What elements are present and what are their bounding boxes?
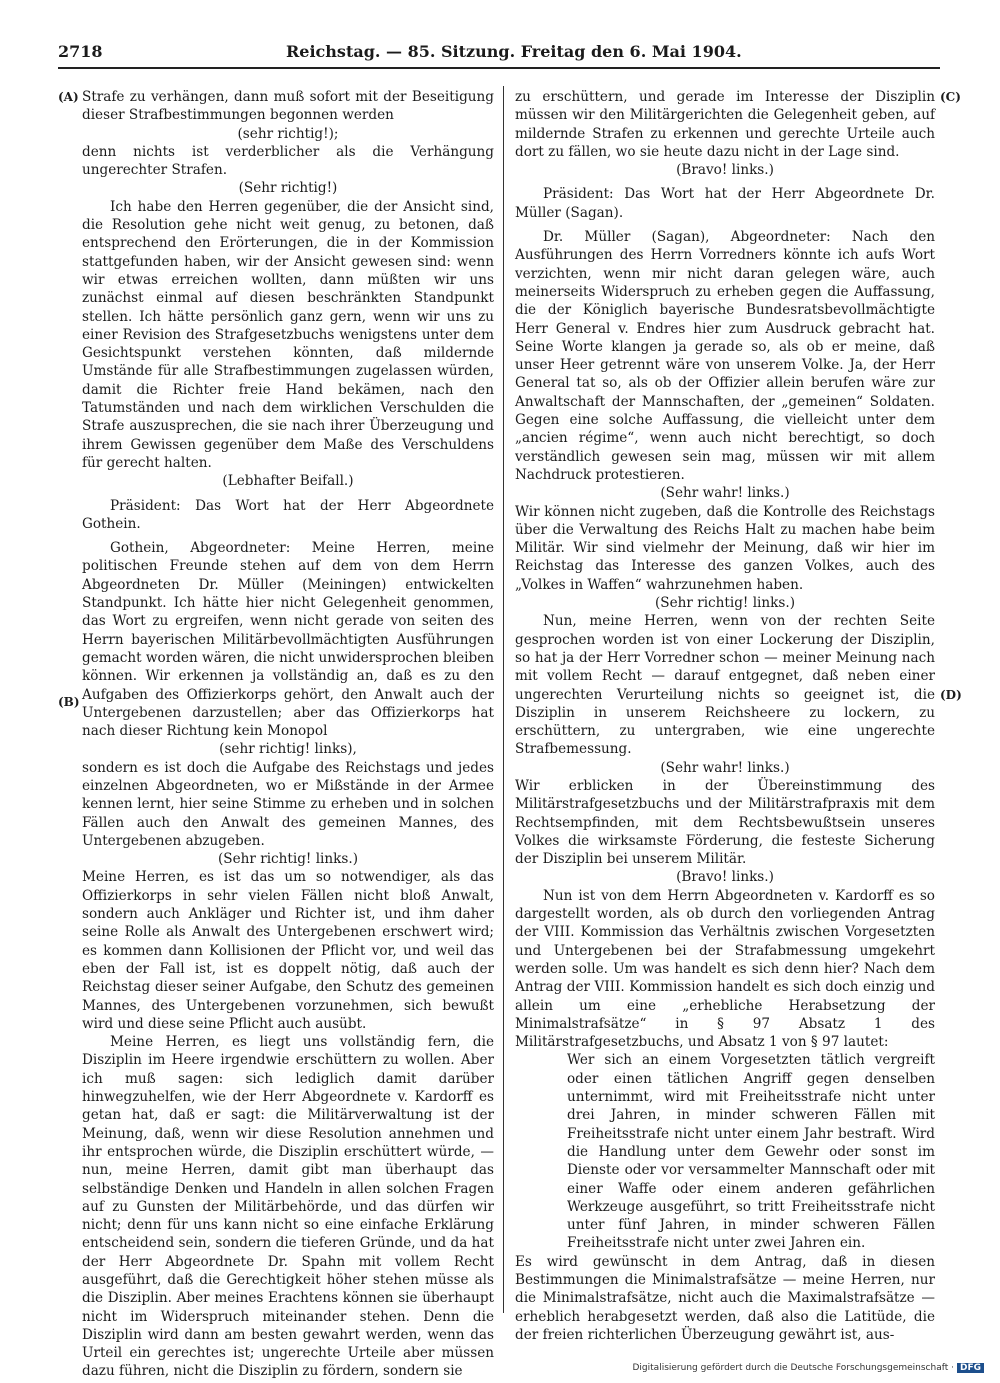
running-title: Reichstag. — 85. Sitzung. Freitag den 6. Mai 1904. <box>286 42 742 61</box>
paragraph: Gothein, Abgeordneter: Meine Herren, meine politischen Freunde stehen auf dem von dem Herrn Abgeordneten Dr. Müller (Meiningen) entwickelten Standpunkt. Ich hätte hier nicht Gelegenheit genommen, das Wort zu ergreifen, wenn nicht gerade von seiten des Herrn bayerischen Militärbevollmächtigten Ausführungen gemacht worden wären, die nicht unwidersprochen bleiben können. Wir erkennen ja vollständig an, daß es zu den Aufgaben des Offizierkorps gehört, den Anwalt auch der Untergebenen darzustellen; aber das Offizierkorps hat nach dieser Richtung kein Monopol <box>82 540 494 740</box>
interjection: (sehr richtig! links), <box>219 741 357 758</box>
dfg-logo: DFG <box>957 1363 984 1373</box>
interjection: (Lebhafter Beifall.) <box>222 473 354 490</box>
paragraph: Nun ist von dem Herrn Abgeordneten v. Kardorff es so dargestellt worden, als ob durch den vorliegenden Antrag der VIII. Kommission das Verhältnis zwischen Vorgesetzten und Untergebenen bei der Strafabmessung umgekehrt werden solle. Um was handelt es sich denn hier? Nach dem Antrag der VIII. Kommission handelt es sich doch einzig und allein um eine „erhebliche Herabsetzung der Minimalstrafsätze“ in § 97 Absatz 1 des Militärstrafgesetzbuchs, und Absatz 1 von § 97 lautet: <box>515 887 935 1051</box>
paragraph: Ich habe den Herren gegenüber, die der Ansicht sind, die Resolution gehe nicht weit genug, zu betonen, daß entsprechend den Erörterungen, die in der Kommission stattgefunden haben, wir der Ansicht gewesen sind: wenn wir etwas erreichen wollten, dann müßten wir uns zunächst einmal auf diesen beschränkten Standpunkt stellen. Ich hätte persönlich ganz gern, wenn wir uns zu einer Revision des Strafgesetzbuchs wenigstens unter dem Gesichtspunkt verstehen könnten, daß mildernde Umstände für alle Strafbestimmungen zugelassen würden, damit die Richter freie Hand bekämen, nach den Tatumständen und nach dem wirklichen Verschulden die Strafe auszusprechen, die sie nach ihrer Überzeugung und ihrem Gewissen gegenüber dem Maße des Verschuldens für gerecht halten. <box>82 198 494 471</box>
footer-text: Digitalisierung gefördert durch die Deutsche Forschungsgemeinschaft · <box>632 1363 954 1373</box>
right-column <box>515 88 935 1344</box>
margin-marker-d: (D) <box>940 688 962 702</box>
header-rule <box>58 67 940 69</box>
paragraph: Präsident: Das Wort hat der Herr Abgeordnete Dr. Müller (Sagan). <box>515 186 935 221</box>
paragraph: Dr. Müller (Sagan), Abgeordneter: Nach den Ausführungen des Herrn Vorredners könnte ich aufs Wort verzichten, wenn mir nicht daran gelegen wäre, auch meinerseits Widerspruch zu erheben gegen die Auffassung, die der Königlich bayerische Bundesratsbevollmächtigte Herr General v. Endres hier zum Ausdruck gebracht hat. Seine Worte klangen ja gerade so, als ob er meine, daß unser Heer getrennt wäre von unserem Volke. Ja, der Herr General tat so, als ob der Offizier allein berufen wäre zur Anwaltschaft der Mannschaften, der „gemeinen“ Soldaten. Gegen eine solche Auffassung, die vielleicht unter dem „ancien régime“, wenn auch nicht berechtigt, so doch verständlich gewesen sein mag, müssen wir mit allem Nachdruck protestieren. <box>515 229 935 483</box>
interjection: (sehr richtig!); <box>237 125 339 142</box>
interjection: (Sehr wahr! links.) <box>660 759 790 776</box>
margin-marker-a: (A) <box>58 90 79 104</box>
paragraph: Meine Herren, es liegt uns vollständig fern, die Disziplin im Heere irgendwie erschüttern zu wollen. Aber ich muß sagen: sich lediglich damit darüber hinwegzuhelfen, wie der Herr Abgeordnete v. Kardorff es getan hat, daß er sagt: die Militärverwaltung ist der Meinung, daß, wenn wir diese Resolution annehmen und ihr entsprochen würde, die Disziplin erschüttert würde, — nun, meine Herren, damit gibt man überhaupt das selbständige Denken und Handeln in allen solchen Fragen auf zu Gunsten der Militärbehörde, und das dürfen wir nicht; denn für uns kann nicht so eine einfache Erklärung entscheidend sein, sondern die tieferen Gründe, und da hat der Herr Abgeordnete Dr. Spahn mit vollem Recht ausgeführt, daß die Gerechtigkeit höher stehen müsse als die Disziplin. Aber meines Erachtens können sie überhaupt nicht im Widerspruch miteinander stehen. Denn die Disziplin wird dann am besten gewahrt werden, wenn das Urteil ein gerechtes ist; ungerechte Urteile aber müssen dazu führen, nicht die Disziplin zu fördern, sondern sie <box>82 1034 494 1380</box>
interjection: (Bravo! links.) <box>676 162 774 179</box>
footer-credit <box>633 1363 985 1373</box>
quoted-statute: Wer sich an einem Vorgesetzten tätlich vergreift oder einen tätlichen Angriff gegen denselben unternimmt, wird mit Freiheitsstrafe nicht unter drei Jahren, in minder schweren Fällen mit Freiheitsstrafe nicht unter einem Jahr bestraft. Wird die Handlung unter dem Gewehr oder sonst im Dienste oder vor versammelter Mannschaft oder mit einer Waffe oder einem anderen gefährlichen Werkzeuge ausgeführt, so tritt Freiheitsstrafe nicht unter fünf Jahren, in minder schweren Fällen Freiheitsstrafe nicht unter zwei Jahren ein. <box>567 1052 935 1252</box>
interjection: (Sehr wahr! links.) <box>660 485 790 502</box>
paragraph: Wir erblicken in der Übereinstimmung des Militärstrafgesetzbuchs und der Militärstrafpraxis mit dem Rechtsempfinden, mit dem Rechtsbewußtsein unseres Volkes die wirksamste Förderung, die festeste Sicherung der Disziplin bei unserem Militär. <box>515 777 935 868</box>
interjection: (Bravo! links.) <box>676 869 774 886</box>
margin-marker-b: (B) <box>58 695 80 709</box>
paragraph: Meine Herren, es ist das um so notwendiger, als das Offizierkorps in sehr vielen Fällen nicht bloß Anwalt, sondern auch Ankläger und Richter ist, und ihm daher seine Rolle als Anwalt des Untergebenen erschwert wird; es kommen dann Kollisionen der Pflicht vor, und weil das eben der Fall ist, ist es doppelt nötig, daß auch der Reichstag dieser seiner Aufgabe, den Schutz des gemeinen Mannes, des Untergebenen vorzunehmen, sich bewußt wird und diese seine Pflicht auch ausübt. <box>82 869 494 1032</box>
paragraph: Wir können nicht zugeben, daß die Kontrolle des Reichstags über die Verwaltung des Reichs Halt zu machen habe beim Militär. Wir sind vielmehr der Meinung, daß wir hier im Reichstag das Interesse des ganzen Volkes, auch des „Volkes in Waffen“ wahrzunehmen haben. <box>515 503 935 593</box>
interjection: (Sehr richtig! links.) <box>217 851 359 868</box>
margin-marker-c: (C) <box>940 90 961 104</box>
paragraph: Strafe zu verhängen, dann muß sofort mit der Beseitigung dieser Strafbestimmungen begonnen werden <box>82 89 494 124</box>
interjection: (Sehr richtig! links.) <box>654 595 796 612</box>
paragraph: sondern es ist doch die Aufgabe des Reichstags und jedes einzelnen Abgeordneten, wo er Mißstände in der Armee kennen lernt, hier seine Stimme zu erheben und in solchen Fällen auch den Anwalt des gemeinen Mannes, des Untergebenen abzugeben. <box>82 759 494 849</box>
paragraph: zu erschüttern, und gerade im Interesse der Disziplin müssen wir den Militärgerichten die Gelegenheit geben, auf mildernde Strafen zu erkennen und gerechte Urteile auch dort zu fällen, wo sie heute dazu nicht in der Lage sind. <box>515 89 935 160</box>
paragraph: denn nichts ist verderblicher als die Verhängung ungerechter Strafen. <box>82 143 494 179</box>
paragraph: Nun, meine Herren, wenn von der rechten Seite gesprochen worden ist von einer Lockerung der Disziplin, so hat ja der Herr Vorredner schon — meiner Meinung nach mit vollem Recht — darauf entgegnet, daß neben einer ungerechten Verurteilung nichts so geeignet ist, die Disziplin in unserem Reichsheere zu lockern, zu erschüttern, zu untergraben, wie eine ungerechte Strafbemessung. <box>515 613 935 758</box>
paragraph: Es wird gewünscht in dem Antrag, daß in diesen Bestimmungen die Minimalstrafsätze — meine Herren, nur die Minimalstrafsätze, nicht auch die Maximalstrafsätze — erheblich herabgesetzt werden, daß also die Latitüde, die der freien richterlichen Überzeugung gewährt ist, aus- <box>515 1253 935 1343</box>
page-number: 2718 <box>58 42 103 61</box>
left-column <box>82 88 494 1381</box>
running-header <box>58 42 938 66</box>
paragraph: Präsident: Das Wort hat der Herr Abgeordnete Gothein. <box>82 497 494 532</box>
interjection: (Sehr richtig!) <box>238 180 338 197</box>
column-divider <box>503 86 504 1313</box>
